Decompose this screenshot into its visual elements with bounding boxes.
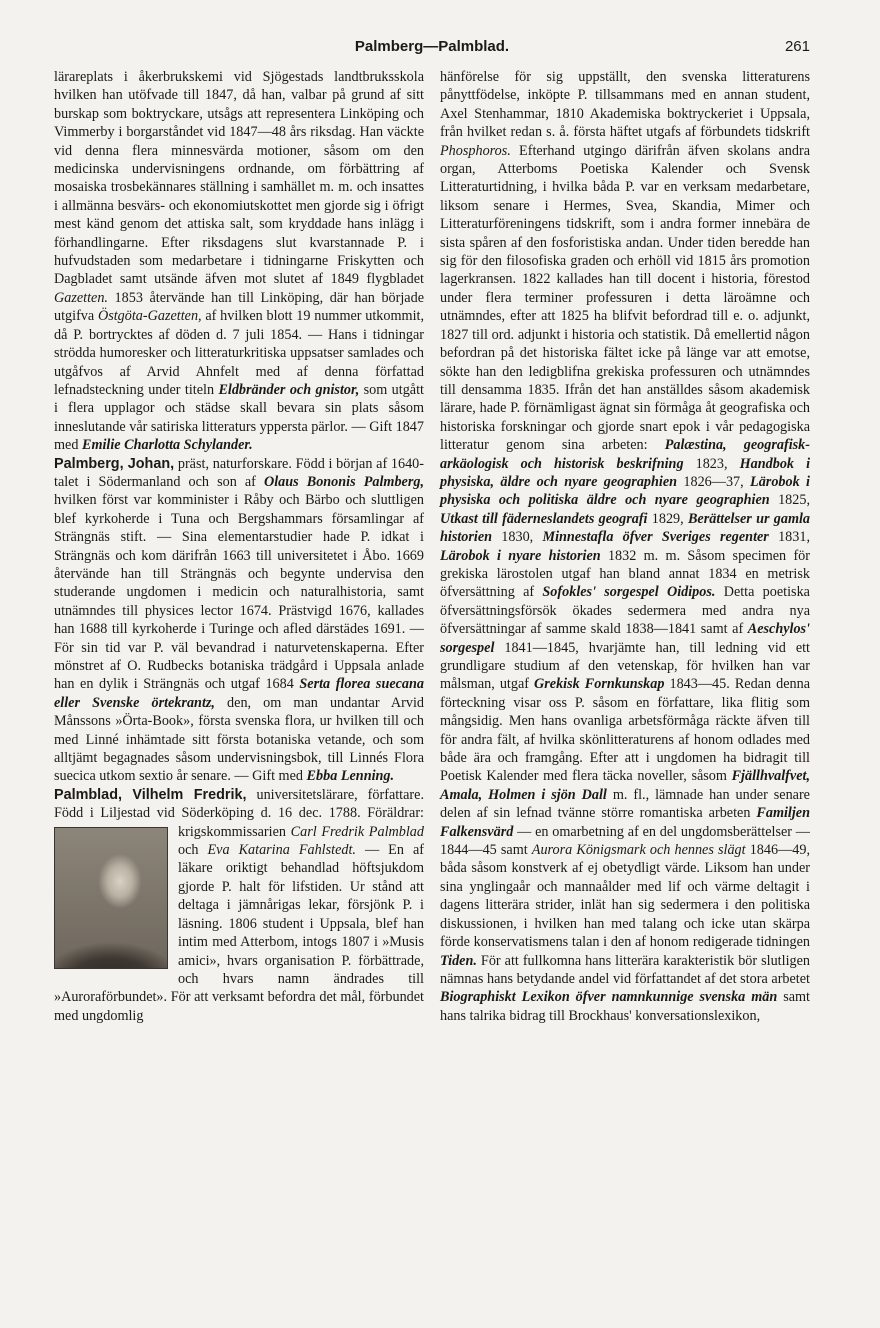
entry-headword: Palmberg, Johan,: [54, 455, 175, 472]
entry-continuation: lärareplats i åkerbrukskemi vid Sjögestads landtbruksskola hvilken han utöfvade till 1847, då han, valbar på grund af sitt burskap som boktryckare, utsågs att representera Linköping och Vimmerby i borgarståndet vid 1847—48 års riksdag. Han väckte vid denna flera minnesvärda motioner, såsom om den medicinska undervisningens ordnande, om förbättring af mosaiska trosbekännares ställning i samhället m. m. och insattes i allmänna besvärs- och ekonomiutskottet men gjorde sig i öfrigt mest känd genom det attiska salt, som kryddade hans inlägg i förhandlingarne. Efter riksdagens slut kvarstannade P. i hufvudstaden som medarbetare i tidningarne Friskytten och Dagbladet samt utsände äfven mot slutet af 1849 flygbladet Gazetten. 1853 återvände han till Linköping, där han började utgifva Östgöta-Gazetten, af hvilken blott 19 nummer utkommit, då P. bortrycktes af döden d. 7 juli 1854. — Hans i tidningar strödda humoresker och litteraturkritiska uppsatser samlades och utgåfvos af Arvid Ahnfelt med af denna författad lefnadsteckning under titeln Eldbränder och gnistor, som utgått i flera upplagor och städse skall bevara sin plats såsom inneslutande vår satiriska litteraturs yppersta pärlor. — Gift 1847 med Emilie Charlotta Schylander.: [54, 69, 424, 454]
right-column: [440, 68, 810, 1025]
running-title: Palmberg—Palmblad.: [354, 38, 510, 55]
portrait-image: [54, 827, 168, 969]
left-column: [54, 68, 424, 1025]
entry-palmberg-johan: Palmberg, Johan, präst, naturforskare. Född i början af 1640-talet i Södermanland och son af Olaus Bononis Palmberg, hvilken först var komminister i Råby och Bärbo och sluttligen blef kyrkoherde i Tuna och Bergshammars församlingar af Strängnäs stift. — Sina elementarstudier hade P. idkat i Strängnäs och kom därifrån 1663 till universitetet i Åbo. 1669 återvände han till Strängnäs och begynte undervisa den studerande ungdomen i medicin och naturalhistoria, samt utnämndes till physices lector 1674. Prästvigd 1676, kallades han 1688 till kyrkoherde i Turinge och afled därstädes 1691. — För sin tid var P. väl bevandrad i naturvetenskaperna. Efter mönstret af O. Rudbecks botaniska trädgård i Uppsala anlade han en dylik i Strängnäs och utgaf 1684 Serta florea suecana eller Svenske örtekrantz, den, om man undantar Arvid Månssons »Örta-Book», första svenska flora, ur hvilken till och med Linné inhämtade sitt första botaniska vetande, och som alltjämt begagnades såsom undervisningsbok, till Linnés Flora suecica utkom sextio år senare. — Gift med Ebba Lenning.: [54, 455, 425, 785]
running-header: [54, 38, 810, 60]
entry-continuation: hänförelse för sig uppställt, den svenska litteraturens pånyttfödelse, inköpte P. tillsammans med en annan student, Axel Stenhammar, 1810 Akademiska boktryckeriet i Uppsala, från hvilket redan s. å. första häftet utgafs af förbundets tidskrift Phosphoros. Efterhand utgingo därifrån äfven skolans andra organ, Atterboms Poetiska Kalender och Svensk Litteraturtidning, i hvilka båda P. var en verksam medarbetare, liksom senare i Hermes, Svea, Skandia, Mimer och Litteraturföreningens tidskrift, som i andra former innebära de sista spåren af den fosforistiska andan. Under tiden beredde han sig för den filosofiska graden och erhöll vid 1815 års promotion lagerkransen. 1822 kallades han till docent i historia, förestod under flera terminer professuren i detta läroämne och utnämndes, efter att 1825 ha blifvit befordrad till e. o. adjunkt, 1827 till ord. adjunkt i historia och statistik. Då emellertid någon befordran på det historiska fältet icke på länge var att emotse, sökte han den ledigblifna grekiska professuren och utnämndes till densamma 1835. Ifrån det han anställdes såsom akademisk lärare, hade P. förnämligast ägnat sin förmåga åt geografiska och historiska forskningar och gjorde snart epok i vår pedagogiska litteratur genom sina arbeten: Palæstina, geografisk-arkäologisk och historisk beskrifning 1823, Handbok i physiska, äldre och nyare geographien 1826—37, Lärobok i physiska och politiska äldre och nyare geographien 1825, Utkast till fäderneslandets geografi 1829, Berättelser ur gamla historien 1830, Minnestafla öfver Sveriges regenter 1831, Lärobok i nyare historien 1832 m. m. Såsom specimen för grekiska lärostolen utgaf han bland annat 1834 en metrisk öfversättning af Sofokles' sorgespel Oidipos. Detta poetiska öfversättningsförsök ökades sedermera med andra nya öfversättningar af samme skald 1838—1841 samt af Aeschylos' sorgespel 1841—1845, hvarjämte han, till ledning vid ett grundligare studium af den vetenskap, för hvilken han var målsman, utgaf Grekisk Fornkunskap 1843—45. Redan denna förteckning visar oss P. såsom en författare, lika flitig som mångsidig. Men hans ovanliga arbetsförmåga räckte äfven till för andra fält, af hvilka skönlitteraturens af honom odlades med både ära och framgång. Efter att i ungdomen ha bidragit till Poetisk Kalender med flera täcka noveller, såsom Fjällhvalfvet, Amala, Holmen i sjön Dall m. fl., lämnade han under senare delen af sin lefnad tvänne större romantiska arbeten Familjen Falkensvärd — en omarbetning af en del ungdomsberättelser — 1844—45 samt Aurora Königsmark och hennes slägt 1846—49, båda såsom konstverk af ej obetydligt värde. Liksom han under sina ynglingaår och mannaålder med lif och värme deltagit i dagens litterära strider, inlät han sig sedermera i den politiska diskussionen, i hvilken han med talang och icke utan skärpa förde konservatismens talan i den af honom redigerade tidningen Tiden. För att fullkomna hans litterära karakteristik bör slutligen nämnas hans betydande andel vid författandet af det stora arbetet Biographiskt Lexikon öfver namnkunnige svenska män samt hans talrika bidrag till Brockhaus' konversationslexikon,: [440, 69, 811, 1024]
page-number: 261: [784, 38, 810, 55]
entry-palmblad-vilhelm: Palmblad, Vilhelm Fredrik, universitetslärare, författare. Född i Liljestad vid Söderköping d. 16 dec. 1788. Föräldrar: krigskommissarien Carl Fredrik Palmblad och Eva Katarina Fahlstedt. — En af läkare oriktigt behandlad höftsjukdom gjorde P. halt för lifstiden. Ur stånd att deltaga i jämnårigas lekar, försjönk P. i läsning. 1806 student i Uppsala, blef han intim med Atterbom, intogs 1807 i »Musis amici», hvars organisation P. förbättrade, och hvars namn ändrades till »Auroraförbundet». För att verksamt befordra det mål, förbundet med ungdomlig: [54, 786, 424, 1024]
entry-headword: Palmblad, Vilhelm Fredrik,: [54, 786, 247, 803]
